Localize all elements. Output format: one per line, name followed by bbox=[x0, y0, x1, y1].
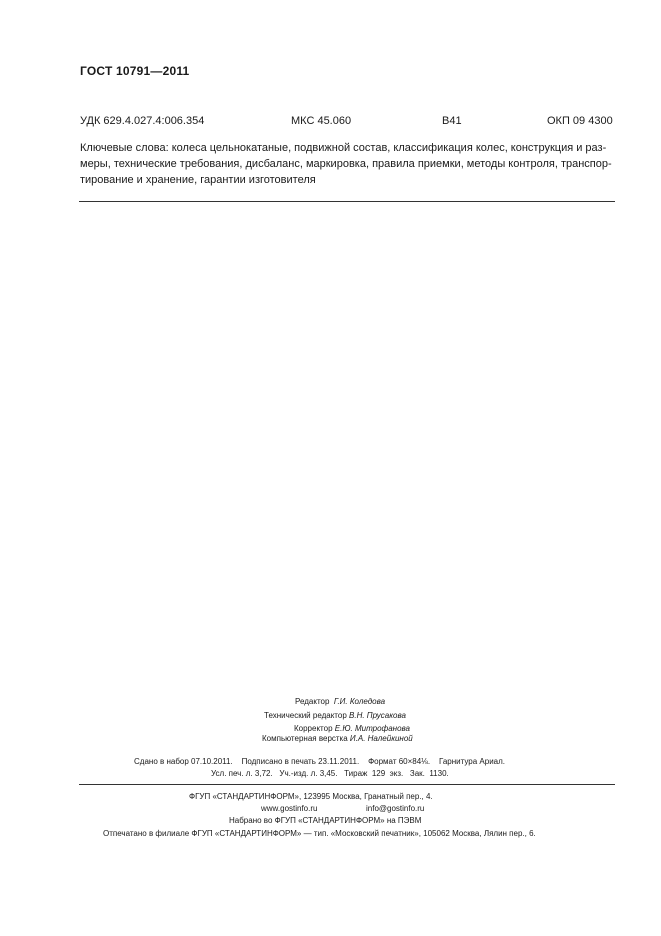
keywords-line: тирование и хранение, гарантии изготовителя bbox=[80, 174, 316, 186]
keywords-line: меры, технические требования, дисбаланс, маркировка, правила приемки, методы контроля, транспор- bbox=[80, 158, 612, 170]
credit-name: И.А. Налейкиной bbox=[349, 734, 413, 743]
mks-code: МКС 45.060 bbox=[291, 115, 352, 127]
divider-top bbox=[79, 201, 615, 202]
divider-bottom bbox=[79, 784, 615, 785]
udc-code: УДК 629.4.027.4:006.354 bbox=[80, 115, 205, 127]
keywords-line: Ключевые слова: колеса цельнокатаные, подвижной состав, классификация колес, конструкция и раз- bbox=[80, 142, 607, 154]
publisher-address: ФГУП «СТАНДАРТИНФОРМ», 123995 Москва, Гранатный пер., 4. bbox=[189, 792, 433, 801]
credit-editor bbox=[295, 697, 385, 706]
imprint-line: Сдано в набор 07.10.2011. Подписано в печать 23.11.2011. Формат 60×84⅛. Гарнитура Ариал. bbox=[134, 757, 506, 766]
credit-label: Технический редактор bbox=[264, 711, 347, 720]
credit-tech-editor bbox=[264, 711, 406, 720]
credit-proofreader bbox=[294, 724, 410, 733]
credit-layout bbox=[262, 734, 413, 743]
publisher-website: www.gostinfo.ru bbox=[261, 804, 318, 813]
publisher-typeset: Набрано во ФГУП «СТАНДАРТИНФОРМ» на ПЭВМ bbox=[229, 816, 422, 825]
imprint-line: Усл. печ. л. 3,72. Уч.-изд. л. 3,45. Тираж 129 экз. Зак. 1130. bbox=[211, 769, 449, 778]
credit-name: В.Н. Прусакова bbox=[349, 711, 406, 720]
credit-name: Г.И. Коледова bbox=[333, 697, 386, 706]
credit-label: Редактор bbox=[295, 697, 330, 706]
publisher-email: info@gostinfo.ru bbox=[366, 804, 425, 813]
document-code: ГОСТ 10791—2011 bbox=[80, 64, 190, 78]
credit-label: Компьютерная верстка bbox=[262, 734, 348, 743]
credit-label: Корректор bbox=[294, 724, 333, 733]
credit-name: Е.Ю. Митрофанова bbox=[334, 724, 410, 733]
group-code: В41 bbox=[442, 115, 462, 127]
publisher-printed: Отпечатано в филиале ФГУП «СТАНДАРТИНФОРМ» — тип. «Московский печатник», 105062 Москва, Лялин пер., 6. bbox=[103, 829, 536, 838]
okp-code: ОКП 09 4300 bbox=[547, 115, 613, 127]
keywords-paragraph bbox=[80, 140, 616, 188]
